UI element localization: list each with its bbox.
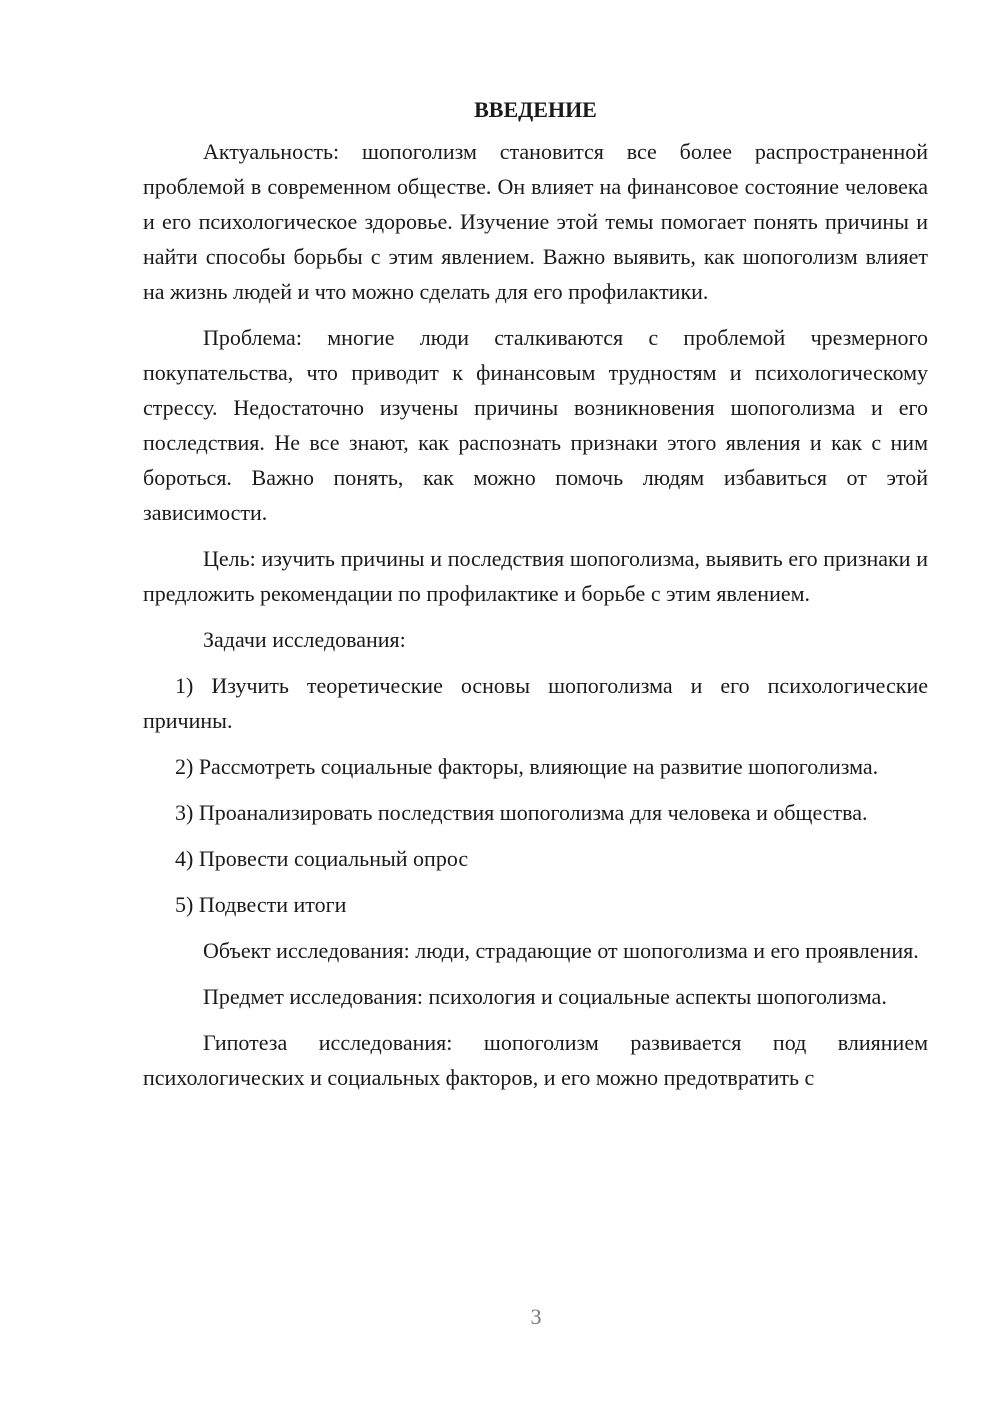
page-number: 3 bbox=[530, 1304, 542, 1329]
task-item: 4) Провести социальный опрос bbox=[175, 846, 469, 871]
section-title: ВВЕДЕНИЕ bbox=[474, 97, 597, 122]
goal-paragraph: Цель: изучить причины и последствия шопоголизма, выявить его признаки и предложить рекомендации по профилактике и борьбе с этим явлением. bbox=[143, 546, 928, 606]
document-page bbox=[143, 92, 928, 1095]
task-item: 1) Изучить теоретические основы шопоголизма и его психологические причины. bbox=[143, 673, 928, 733]
task-item: 2) Рассмотреть социальные факторы, влияющие на развитие шопоголизма. bbox=[175, 754, 879, 779]
hypothesis-paragraph: Гипотеза исследования: шопоголизм развивается под влиянием психологических и социальных факторов, и его можно предотвратить с bbox=[143, 1030, 928, 1090]
relevance-paragraph: Актуальность: шопоголизм становится все более распространенной проблемой в современном обществе. Он влияет на финансовое состояние человека и его психологическое здоровье. Изучение этой темы помогает понять причины и найти способы борьбы с этим явлением. Важно выявить, как шопоголизм влияет на жизнь людей и что можно сделать для его профилактики. bbox=[143, 139, 928, 304]
subject-paragraph: Предмет исследования: психология и социальные аспекты шопоголизма. bbox=[203, 984, 887, 1009]
problem-paragraph: Проблема: многие люди сталкиваются с проблемой чрезмерного покупательства, что приводит к финансовым трудностям и психологическому стрессу. Недостаточно изучены причины возникновения шопоголизма и его последствия. Не все знают, как распознать признаки этого явления и как с ним бороться. Важно понять, как можно помочь людям избавиться от этой зависимости. bbox=[143, 325, 928, 525]
object-paragraph: Объект исследования: люди, страдающие от шопоголизма и его проявления. bbox=[203, 938, 919, 963]
task-item: 3) Проанализировать последствия шопоголизма для человека и общества. bbox=[175, 800, 868, 825]
task-item: 5) Подвести итоги bbox=[175, 892, 347, 917]
tasks-heading: Задачи исследования: bbox=[203, 627, 406, 652]
